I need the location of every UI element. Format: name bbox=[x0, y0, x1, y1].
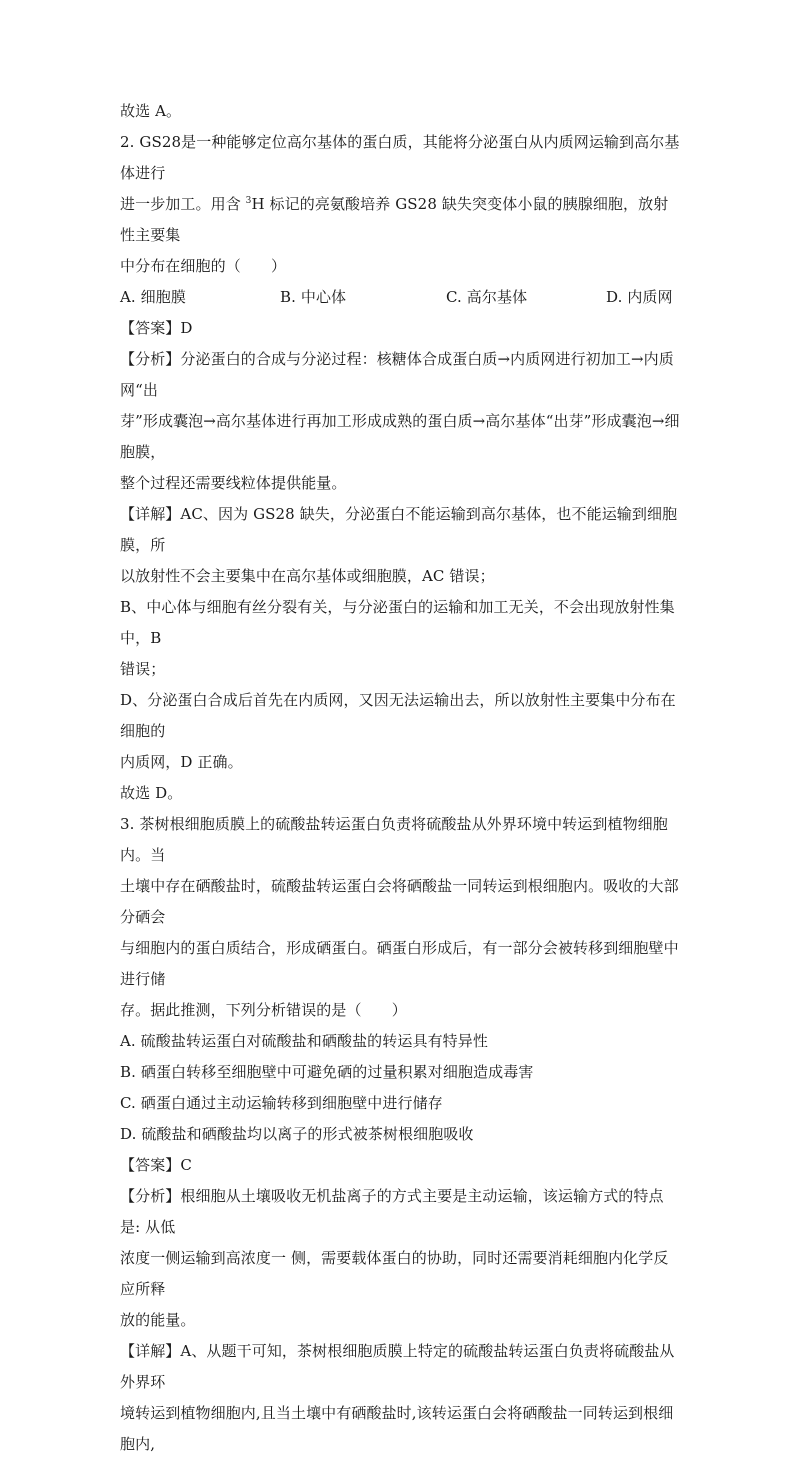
q2-stem-line-2-post: H 标记的亮氨酸培养 GS28 缺失突变体小鼠的胰腺细胞，放射性主要集 bbox=[120, 195, 669, 244]
q2-detail-line-3: B、中心体与细胞有丝分裂有关，与分泌蛋白的运输和加工无关，不会出现放射性集中，B bbox=[120, 598, 675, 647]
q3-stem-line-4: 存。据此推测，下列分析错误的是（ ） bbox=[120, 1001, 407, 1019]
q3-detail-line-1: 【详解】A、从题干可知，茶树根细胞质膜上特定的硫酸盐转运蛋白负责将硫酸盐从外界环 bbox=[120, 1342, 675, 1391]
q3-option-b: B. 硒蛋白转移至细胞壁中可避免硒的过量积累对细胞造成毒害 bbox=[120, 1063, 534, 1081]
q3-option-d: D. 硫酸盐和硒酸盐均以离子的形式被茶树根细胞吸收 bbox=[120, 1125, 474, 1143]
q3-stem-line-1: 3. 茶树根细胞质膜上的硫酸盐转运蛋白负责将硫酸盐从外界环境中转运到植物细胞内。当 bbox=[120, 815, 668, 864]
q3-option-a: A. 硫酸盐转运蛋白对硫酸盐和硒酸盐的转运具有特异性 bbox=[120, 1032, 488, 1050]
q2-analysis-line-3: 整个过程还需要线粒体提供能量。 bbox=[120, 474, 347, 492]
q2-option-d: D. 内质网 bbox=[606, 288, 673, 306]
q3-analysis-line-2: 浓度一侧运输到高浓度一 侧，需要载体蛋白的协助，同时还需要消耗细胞内化学反应所释 bbox=[120, 1249, 669, 1298]
q3-option-c: C. 硒蛋白通过主动运输转移到细胞壁中进行储存 bbox=[120, 1094, 443, 1112]
q2-answer: 【答案】D bbox=[120, 319, 193, 337]
q2-detail-line-5: D、分泌蛋白合成后首先在内质网，又因无法运输出去，所以放射性主要集中分布在细胞的 bbox=[120, 691, 676, 740]
q3-analysis-line-3: 放的能量。 bbox=[120, 1311, 196, 1329]
q3-answer: 【答案】C bbox=[120, 1156, 192, 1174]
q2-analysis-line-2: 芽”形成囊泡→高尔基体进行再加工形成成熟的蛋白质→高尔基体“出芽”形成囊泡→细胞膜， bbox=[120, 412, 680, 461]
q2-choice: 故选 D。 bbox=[120, 784, 183, 802]
q2-detail-line-6: 内质网，D 正确。 bbox=[120, 753, 243, 771]
q2-detail-line-2: 以放射性不会主要集中在高尔基体或细胞膜，AC 错误； bbox=[120, 567, 495, 585]
q3-stem-line-3: 与细胞内的蛋白质结合，形成硒蛋白。硒蛋白形成后，有一部分会被转移到细胞壁中进行储 bbox=[120, 939, 679, 988]
q2-stem-line-2 bbox=[120, 189, 680, 251]
q1-choice: 故选 A。 bbox=[120, 102, 182, 120]
isotope-superscript: 3 bbox=[245, 196, 252, 206]
q2-stem-line-2-pre: 进一步加工。用含 bbox=[120, 195, 246, 213]
q3-detail-line-2: 境转运到植物细胞内,且当土壤中有硒酸盐时,该转运蛋白会将硒酸盐一同转运到根细胞内, bbox=[120, 1404, 674, 1453]
q2-stem-line-3: 中分布在细胞的（ ） bbox=[120, 257, 287, 275]
q3-analysis-line-1: 【分析】根细胞从土壤吸收无机盐离子的方式主要是主动运输，该运输方式的特点是: 从低 bbox=[120, 1187, 664, 1236]
q2-options bbox=[120, 282, 680, 313]
q2-option-b: B. 中心体 bbox=[280, 288, 347, 306]
q2-option-c: C. 高尔基体 bbox=[446, 288, 528, 306]
q2-option-a: A. 细胞膜 bbox=[120, 288, 186, 306]
q2-analysis-line-1: 【分析】分泌蛋白的合成与分泌过程：核糖体合成蛋白质→内质网进行初加工→内质网“出 bbox=[120, 350, 674, 399]
q2-detail-line-4: 错误； bbox=[120, 660, 166, 678]
document-content bbox=[120, 96, 680, 1460]
q2-detail-line-1: 【详解】AC、因为 GS28 缺失，分泌蛋白不能运输到高尔基体，也不能运输到细胞膜，所 bbox=[120, 505, 678, 554]
q3-stem-line-2: 土壤中存在硒酸盐时，硫酸盐转运蛋白会将硒酸盐一同转运到根细胞内。吸收的大部分硒会 bbox=[120, 877, 679, 926]
q2-stem-line-1: 2. GS28是一种能够定位高尔基体的蛋白质，其能将分泌蛋白从内质网运输到高尔基体进行 bbox=[120, 133, 680, 182]
